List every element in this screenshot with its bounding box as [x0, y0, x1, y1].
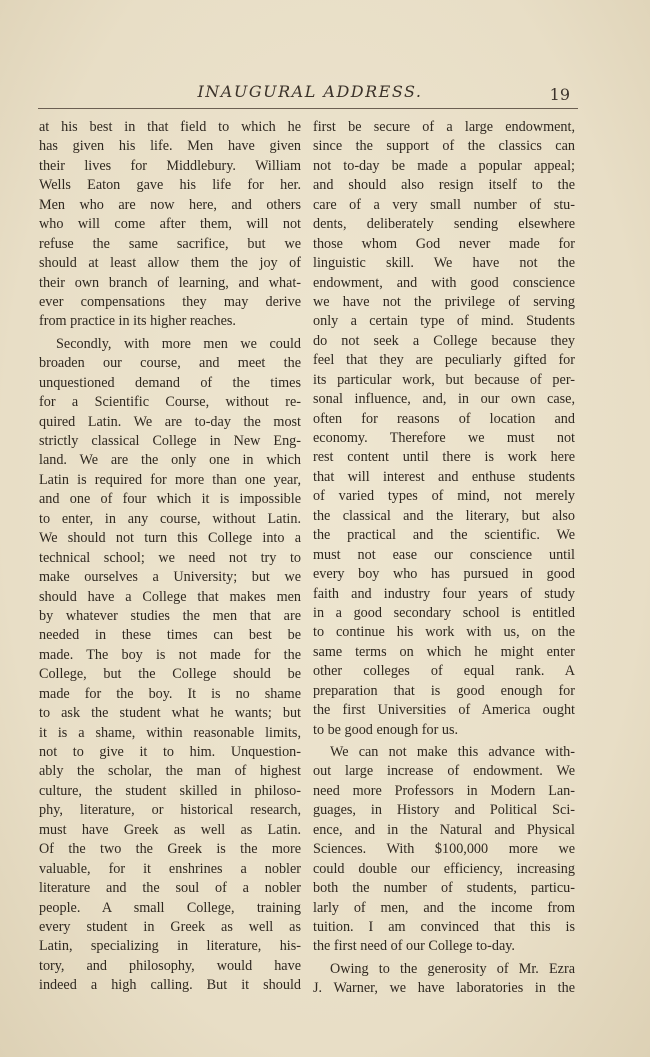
text-line: ever compensations they may derive	[39, 293, 301, 310]
text-line: of varied types of mind, not merely	[313, 488, 575, 505]
text-line: need more Professors in Modern Lan-	[313, 782, 575, 799]
text-line: often for reasons of location and	[313, 410, 575, 427]
text-line: Secondly, with more men we could	[56, 335, 301, 352]
text-line: faith and industry four years of study	[313, 585, 575, 602]
text-line: has given his life. Men have given	[39, 138, 301, 155]
text-line: tory, and philosophy, would have	[39, 957, 301, 974]
text-line: not to-day be made a popular appeal;	[313, 157, 575, 174]
text-line: every boy who has pursued in good	[313, 566, 575, 583]
page-number: 19	[549, 85, 570, 104]
text-line: should have a College that makes men	[39, 588, 301, 605]
text-line: Latin is required for more than one year,	[39, 471, 301, 488]
text-line: sonal influence, and, in our own case,	[313, 391, 575, 408]
text-line: broaden our course, and meet the	[39, 355, 301, 372]
text-line: needed in these times can best be	[39, 627, 301, 644]
text-line: the first Universities of America ought	[313, 702, 575, 719]
text-line: preparation that is good enough for	[313, 682, 575, 699]
text-line: do not seek a College because they	[313, 332, 575, 349]
text-line: out large increase of endowment. We	[313, 763, 575, 780]
text-line: indeed a high calling. But it should	[39, 977, 301, 994]
text-line: Men who are now here, and others	[39, 196, 301, 213]
text-line: other colleges of equal rank. A	[313, 663, 575, 680]
text-line: Latin, specializing in literature, his-	[39, 938, 301, 955]
header-rule	[38, 108, 578, 109]
text-line: the first need of our College to-day.	[313, 938, 515, 955]
text-line: culture, the student skilled in philoso-	[39, 782, 301, 799]
text-line: make ourselves a University; but we	[39, 569, 301, 586]
text-line: made for the boy. It is no shame	[39, 685, 301, 702]
text-line: College, but the College should be	[39, 666, 301, 683]
text-line: technical school; we need not try to	[39, 549, 301, 566]
text-line: could double our efficiency, increasing	[313, 860, 575, 877]
text-line: and should also resign itself to the	[313, 177, 575, 194]
text-line: to be good enough for us.	[313, 721, 459, 738]
text-line: its particular work, but because of per-	[313, 371, 575, 388]
right-column	[313, 118, 575, 999]
text-line: those whom God never made for	[313, 235, 575, 252]
text-line: care of a very small number of stu-	[313, 196, 575, 213]
text-line: unquestioned demand of the times	[39, 374, 301, 391]
text-line: both the number of students, particu-	[313, 880, 575, 897]
text-line: their own branch of learning, and what-	[39, 274, 301, 291]
text-line: only a certain type of mind. Students	[313, 313, 575, 330]
text-line: and one of four which it is impossible	[39, 491, 301, 508]
text-line: for a Scientific Course, without re-	[39, 394, 301, 411]
text-line: We should not turn this College into a	[39, 530, 301, 547]
text-line: to enter, in any course, without Latin.	[39, 510, 301, 527]
text-line: J. Warner, we have laboratories in the	[313, 980, 575, 997]
text-line: quired Latin. We are to-day the most	[39, 413, 301, 430]
text-line: first be secure of a large endowment,	[313, 119, 575, 135]
text-line: rest content until there is work here	[313, 449, 575, 466]
text-line: tuition. I am convinced that this is	[313, 918, 575, 935]
text-line: ence, and in the Natural and Physical	[313, 821, 575, 838]
text-line: people. A small College, training	[39, 899, 301, 916]
text-line: that will interest and enthuse students	[313, 468, 575, 485]
text-line: Wells Eaton gave his life for her.	[39, 177, 301, 194]
text-line: Owing to the generosity of Mr. Ezra	[330, 960, 575, 977]
text-line: economy. Therefore we must not	[313, 430, 575, 446]
text-line: every student in Greek as well as	[39, 918, 301, 935]
text-line: since the support of the classics can	[313, 138, 575, 155]
text-line: feel that they are peculiarly gifted for	[313, 352, 575, 369]
text-line: strictly classical College in New Eng-	[39, 433, 301, 449]
text-line: should at least allow them the joy of	[39, 255, 301, 272]
text-line: in a good secondary school is entitled	[313, 604, 575, 621]
text-line: same terms on which he might enter	[313, 643, 575, 660]
text-line: phy, literature, or historical research,	[39, 802, 301, 819]
text-line: valuable, for it enshrines a nobler	[39, 860, 301, 877]
text-line: by whatever studies the men that are	[39, 607, 301, 624]
text-line: Sciences. With $100,000 more we	[313, 841, 575, 858]
text-line: from practice in its higher reaches.	[39, 313, 236, 330]
text-line: ably the scholar, the man of highest	[39, 763, 301, 780]
text-line: refuse the same sacrifice, but we	[39, 235, 301, 252]
text-line: must not ease our conscience until	[313, 546, 575, 563]
text-line: must have Greek as well as Latin.	[39, 821, 301, 838]
text-line: to ask the student what he wants; but	[39, 705, 301, 722]
running-title: INAUGURAL ADDRESS.	[197, 82, 423, 101]
text-line: We can not make this advance with-	[330, 744, 575, 760]
text-line: dents, deliberately sending elsewhere	[313, 216, 575, 233]
text-line: it is a shame, within reasonable limits,	[39, 724, 301, 741]
text-line: larly of men, and the income from	[313, 899, 575, 916]
text-line: we have not the privilege of serving	[313, 293, 575, 310]
text-line: the classical and the literary, but also	[313, 507, 575, 524]
text-line: the practical and the scientific. We	[313, 527, 575, 544]
text-line: not to give it to him. Unquestion-	[39, 744, 301, 760]
text-line: at his best in that field to which he	[39, 119, 301, 135]
text-line: linguistic skill. We have not the	[313, 255, 575, 272]
text-line: their lives for Middlebury. William	[39, 157, 301, 174]
text-line: Of the two the Greek is the more	[39, 841, 301, 858]
text-line: literature and the soul of a nobler	[39, 880, 301, 897]
text-line: made. The boy is not made for the	[39, 646, 301, 663]
text-line: to continue his work with us, on the	[313, 624, 575, 641]
text-line: endowment, and with good conscience	[313, 274, 575, 291]
text-line: who will come after them, will not	[39, 216, 301, 233]
text-line: guages, in History and Political Sci-	[313, 802, 575, 819]
left-column	[39, 118, 301, 996]
text-line: land. We are the only one in which	[39, 452, 301, 469]
